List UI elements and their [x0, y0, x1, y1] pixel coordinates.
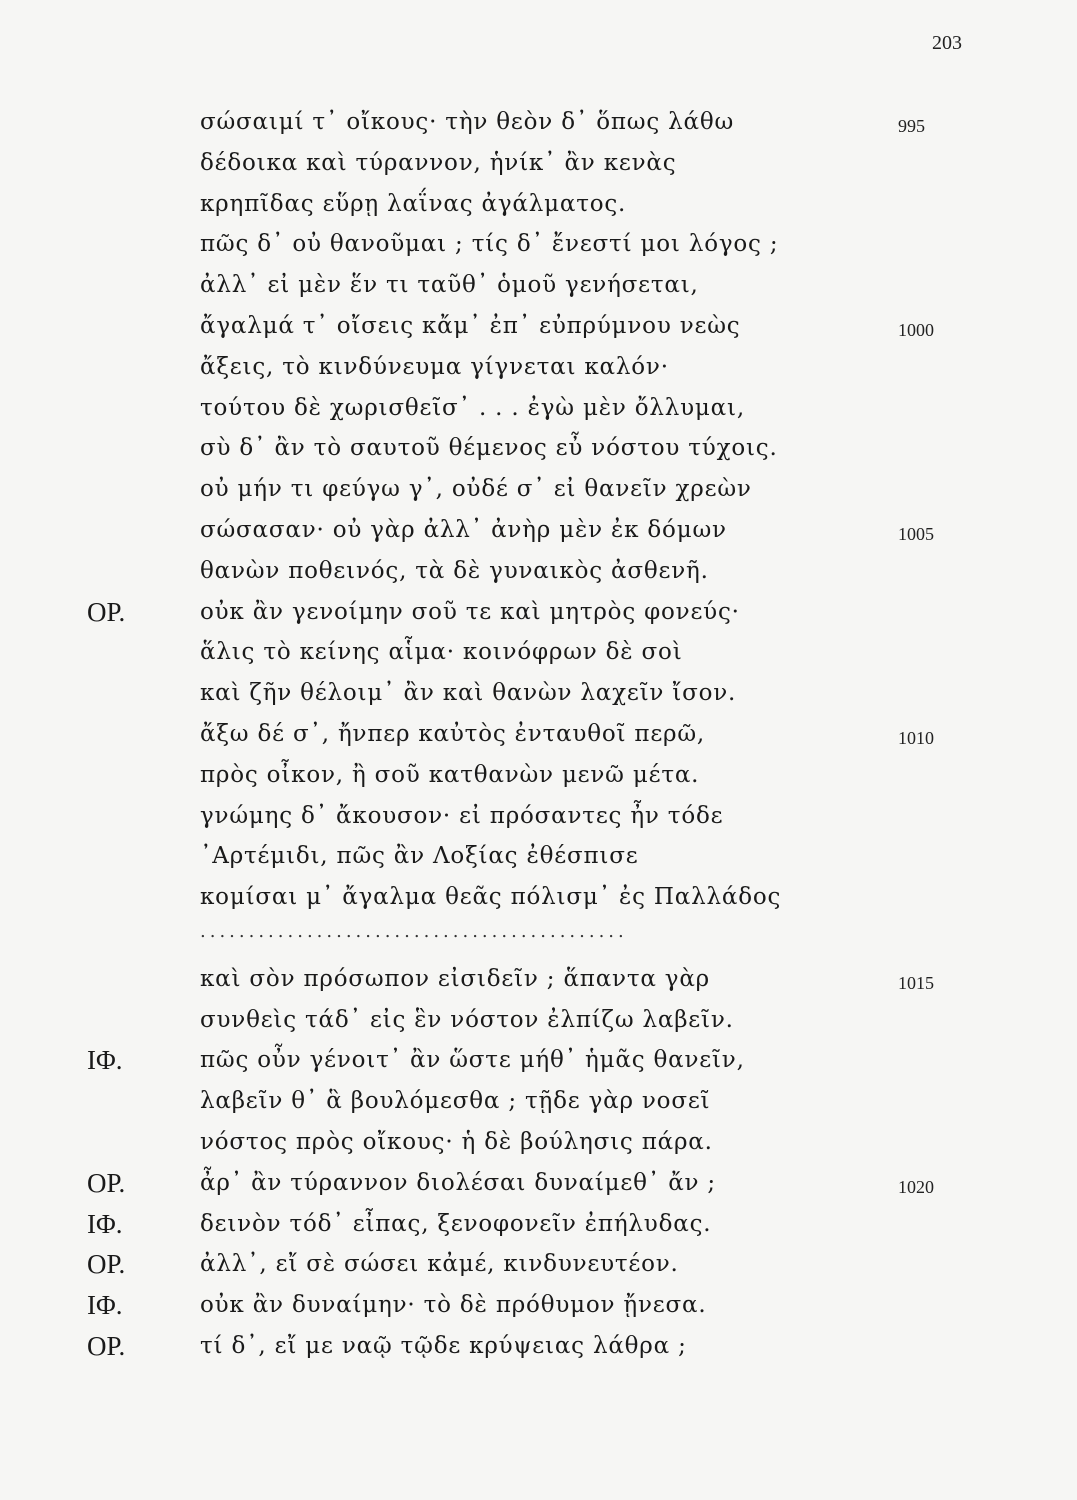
verse-line	[0, 265, 1077, 306]
verse-text-line: ἀλλ᾿ εἰ μὲν ἕν τι ταῦθ᾿ ὁμοῦ γενήσεται,	[200, 272, 699, 299]
verse-text-line: δέδοικα καὶ τύραννον, ἡνίκ᾿ ἂν κενὰς	[200, 149, 677, 176]
verse-text-line: καὶ ζῆν θέλοιμ᾿ ἂν καὶ θανὼν λαχεῖν ἴσον.	[200, 680, 737, 707]
verse-text-line: ἀλλ᾿, εἴ σὲ σώσει κἀμέ, κινδυνευτέον.	[200, 1251, 679, 1278]
verse-text-line: ἅλις τὸ κείνης αἷμα· κοινόφρων δὲ σοὶ	[200, 639, 683, 666]
verse-text-line: οὐ μήν τι φεύγω γ᾿, οὐδέ σ᾿ εἰ θανεῖν χρεὼν	[200, 476, 752, 503]
line-number: 1010	[898, 727, 934, 748]
verse-line	[0, 1244, 1077, 1285]
verse-line	[0, 306, 1077, 347]
verse-line	[0, 347, 1077, 388]
verse-text-line: ἄγαλμά τ᾿ οἴσεις κἄμ᾿ ἐπ᾿ εὐπρύμνου νεὼς	[200, 312, 741, 339]
verse-text-line: σώσαιμί τ᾿ οἴκους· τὴν θεὸν δ᾿ ὅπως λάθω	[200, 109, 735, 135]
verse-line	[0, 959, 1077, 1000]
speaker-label: ΟΡ.	[87, 1249, 126, 1280]
speaker-label: ΟΡ.	[87, 1330, 126, 1361]
verse-text-line: οὐκ ἂν γενοίμην σοῦ τε καὶ μητρὸς φονεύς·	[200, 598, 740, 625]
verse-text-line: ἄξω δέ σ᾿, ἤνπερ καὐτὸς ἐνταυθοῖ περῶ,	[200, 720, 706, 747]
verse-text-line: νόστος πρὸς οἴκους· ἡ δὲ βούλησις πάρα.	[200, 1128, 713, 1155]
verse-line	[0, 551, 1077, 592]
line-number: 1020	[898, 1176, 934, 1197]
verse-text-line: θανὼν ποθεινός, τὰ δὲ γυναικὸς ἀσθενῆ.	[200, 557, 709, 584]
verse-line	[0, 1122, 1077, 1163]
verse-line	[0, 796, 1077, 837]
verse-line	[0, 1081, 1077, 1122]
verse-text-line: ᾿Αρτέμιδι, πῶς ἂν Λοξίας ἐθέσπισε	[200, 843, 639, 870]
verse-line	[0, 592, 1077, 633]
verse-text-line: τούτου δὲ χωρισθεῖσ᾿ . . . ἐγὼ μὲν ὄλλυμαι,	[200, 394, 745, 421]
verse-text-line: πρὸς οἶκον, ἢ σοῦ κατθανὼν μενῶ μέτα.	[200, 761, 700, 788]
verse-text-line: κρηπῖδας εὕρῃ λαΐνας ἀγάλματος.	[200, 190, 627, 217]
verse-text-line: ἆρ᾿ ἂν τύραννον διολέσαι δυναίμεθ᾿ ἄν ;	[200, 1169, 716, 1196]
verse-line	[0, 1285, 1077, 1326]
verse-line	[0, 184, 1077, 225]
speaker-label: ΟΡ.	[87, 1167, 126, 1198]
line-number: 995	[898, 116, 925, 136]
verse-text-line: ἄξεις, τὸ κινδύνευμα γίγνεται καλόν·	[200, 353, 669, 380]
verse-text-line: τί δ᾿, εἴ με ναῷ τῷδε κρύψειας λάθρα ;	[200, 1332, 687, 1359]
verse-line	[0, 1326, 1077, 1367]
verse-text-line: σώσασαν· οὐ γὰρ ἀλλ᾿ ἀνὴρ μὲν ἐκ δόμων	[200, 516, 727, 543]
verse-text-line: πῶς οὖν γένοιτ᾿ ἂν ὥστε μήθ᾿ ἡμᾶς θανεῖν,	[200, 1047, 745, 1074]
verse-line	[0, 1204, 1077, 1245]
speaker-label: ΙΦ.	[87, 1208, 123, 1239]
verse-line	[0, 143, 1077, 184]
verse-text-line: λαβεῖν θ᾿ ἃ βουλόμεσθα ; τῇδε γὰρ νοσεῖ	[200, 1088, 711, 1115]
verse-line	[0, 673, 1077, 714]
verse-line	[0, 102, 1077, 143]
line-number: 1005	[898, 523, 934, 544]
verse-text-line: καὶ σὸν πρόσωπον εἰσιδεῖν ; ἅπαντα γὰρ	[200, 965, 710, 992]
verse-text-line: σὺ δ᾿ ἂν τὸ σαυτοῦ θέμενος εὖ νόστου τύχοις.	[200, 435, 778, 462]
verse-line	[0, 714, 1077, 755]
verse-line	[0, 388, 1077, 429]
verse-line	[0, 632, 1077, 673]
verse-text	[0, 102, 1077, 1367]
verse-line	[0, 1040, 1077, 1081]
verse-line	[0, 1000, 1077, 1041]
verse-text-line: γνώμης δ᾿ ἄκουσον· εἰ πρόσαντες ἦν τόδε	[200, 802, 724, 829]
verse-line	[0, 836, 1077, 877]
verse-line	[0, 469, 1077, 510]
verse-line	[0, 1163, 1077, 1204]
verse-line	[0, 224, 1077, 265]
verse-line	[0, 428, 1077, 469]
verse-text-line: πῶς δ᾿ οὐ θανοῦμαι ; τίς δ᾿ ἔνεστί μοι λόγος ;	[200, 231, 779, 258]
verse-line	[0, 755, 1077, 796]
line-number: 1015	[898, 972, 934, 993]
speaker-label: ΟΡ.	[87, 596, 126, 627]
lacuna-dots: ............................................	[200, 920, 628, 942]
speaker-label: ΙΦ.	[87, 1045, 123, 1076]
verse-text-line: δεινὸν τόδ᾿ εἶπας, ξενοφονεῖν ἐπήλυδας.	[200, 1210, 712, 1237]
speaker-label: ΙΦ.	[87, 1290, 123, 1321]
lacuna-line	[0, 918, 1077, 959]
verse-line	[0, 510, 1077, 551]
verse-text-line: συνθεὶς τάδ᾿ εἰς ἓν νόστον ἐλπίζω λαβεῖν.	[200, 1006, 734, 1033]
line-number: 1000	[898, 319, 934, 340]
verse-text-line: κομίσαι μ᾿ ἄγαλμα θεᾶς πόλισμ᾿ ἐς Παλλάδος	[200, 884, 782, 911]
verse-text-line: οὐκ ἂν δυναίμην· τὸ δὲ πρόθυμον ᾔνεσα.	[200, 1292, 707, 1319]
page-number: 203	[932, 32, 962, 54]
